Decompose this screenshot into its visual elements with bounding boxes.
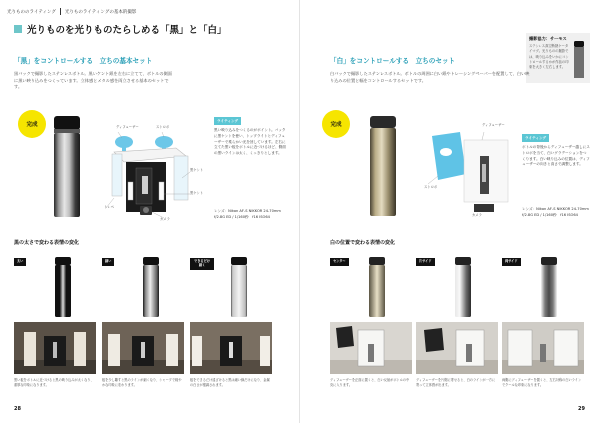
left-callout-3: 黒ケント (190, 168, 204, 172)
left-lighting-tag: ライティング (214, 117, 241, 125)
right-compare-bottle-3 (534, 256, 564, 318)
right-complete-badge (322, 110, 350, 138)
right-chip-3: 両サイド (502, 258, 521, 266)
right-compare-bottle-1 (362, 256, 392, 318)
left-compare-bottle-1 (48, 256, 78, 318)
right-hero-bottle-photo (360, 112, 406, 220)
left-lede: 黒バックで撮影したステンレスボトル。黒いケント紙を左右に立てて、ボトルの側面に黒い映り込みをつくっています。立体感とメタル感を両立させる基本のセットです。 (14, 71, 172, 89)
right-callout-3: カメラ (472, 213, 482, 217)
left-setup-photo-2 (102, 322, 184, 374)
left-section-head: 「黒」をコントロールする 立ちの基本セット (14, 57, 153, 65)
right-caption-2: ディフューザーを片側に寄せると、白のラインが一方に寄って立体感が出ます。 (416, 378, 496, 388)
left-compare-bottle-3 (224, 256, 254, 318)
left-chip-3: できるだけ細く (190, 258, 214, 270)
running-head-chapter: 光りもののライティング (7, 9, 56, 15)
right-setup-photo-1 (330, 322, 412, 374)
right-callout-1: ディフューザー (482, 123, 505, 127)
right-lede: 白バックで撮影したステンレスボトル。ボトルの周囲に白い紙やトレーシングペーパーを配置して、白い映り込みの位置と幅をコントロールするセットです。 (330, 71, 530, 83)
left-caption-1: 黒い板をボトルに近づけると黒の映り込みが太くなり、重厚な印象になります。 (14, 378, 94, 388)
right-setup-photo-2 (416, 322, 498, 374)
right-setup-photo-3 (502, 322, 584, 374)
left-callout-2: ストロボ (156, 125, 170, 129)
left-chip-2: 細い (102, 258, 114, 266)
right-row-head: 白の位置で変わる表情の変化 (330, 240, 396, 246)
left-compare-bottle-2 (136, 256, 166, 318)
left-callout-4: 黒ケント (190, 191, 204, 195)
right-section-head: 「白」をコントロールする 立ちのセット (330, 57, 456, 65)
right-compare-bottle-2 (448, 256, 478, 318)
left-lighting-note: 黒い映り込みをつくるのがポイント。バックに黒ケントを使い、トップライトとディフューザーで柔らかい光を回しています。左右に立てた黒い板をボトルに近づけるほど、側面の黒いラインは太く、くっきりとします。 (214, 128, 286, 155)
sidebar-bottle-photo (572, 41, 586, 79)
left-page-number: 28 (14, 406, 21, 412)
right-caption-1: ディフューザーを正面に置くと、白い反射がボトルの中央に入ります。 (330, 378, 410, 388)
right-chip-1: センター (330, 258, 349, 266)
right-page-number: 29 (578, 406, 585, 412)
left-lens-info: レンズ：Nikon AF-S NIKKOR 24-70mm f/2.8G ED / 1/160秒 f16 ISO64 (214, 209, 281, 219)
right-page (300, 0, 600, 423)
left-hero-bottle-photo (44, 112, 90, 220)
spread-title-block (14, 22, 227, 36)
left-setup-photo-1 (14, 322, 96, 374)
running-head-divider (60, 8, 61, 15)
left-caption-3: 板をできるだけ遠ざけると黒は細い線だけになり、金属の白さが強調されます。 (190, 378, 270, 388)
product-sidebar (526, 33, 590, 83)
title-marker (14, 25, 22, 33)
right-callout-2: ストロボ (424, 185, 438, 189)
left-callout-5: カメラ (160, 217, 170, 221)
right-badge-label: 完成 (330, 122, 342, 128)
right-caption-3: 両側にディフューザーを置くと、左右対称の白いラインでクールな印象になります。 (502, 378, 582, 388)
right-lighting-diagram (424, 122, 514, 222)
left-badge-label: 完成 (26, 122, 38, 128)
left-callout-6: トレペ (104, 205, 114, 209)
right-lighting-note: ボトルの背後からディフューザー越しにストロボを当て、白いグラデーションをつくります。白い映り込みの位置は、ディフューザーの向きと高さで調整します。 (522, 145, 590, 167)
running-head (7, 7, 136, 16)
right-lighting-tag: ライティング (522, 134, 549, 142)
left-callout-1: ディフューザー (116, 125, 139, 129)
right-chip-2: 片サイド (416, 258, 435, 266)
left-caption-2: 板を少し離すと黒のラインが細くなり、シャープで軽やかな印象に変わります。 (102, 378, 182, 388)
left-chip-1: 太い (14, 258, 26, 266)
left-setup-photo-3 (190, 322, 272, 374)
left-complete-badge (18, 110, 46, 138)
sidebar-title: 撮影協力：サーモス (529, 36, 567, 41)
right-lens-info: レンズ：Nikon AF-S NIKKOR 24-70mm f/2.8G ED / 1/160秒 f16 ISO64 (522, 207, 589, 217)
running-head-section: 光りものライティングの基本的撮影 (64, 9, 137, 15)
spread-title: 光りものを光りものたらしめる「黒」と「白」 (27, 25, 227, 36)
sidebar-body: ステンレス真空断熱ケータイマグ。光りものの撮影では、映り込みをいかにコントロールするかが作品の印象を大きく左右します。 (529, 44, 569, 70)
left-row-head: 黒の太さで変わる表情の変化 (14, 240, 80, 246)
